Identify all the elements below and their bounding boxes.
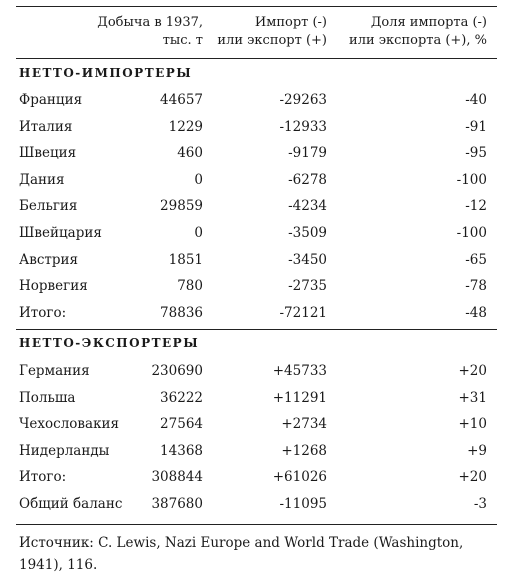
country-name: Нидерланды (19, 442, 110, 459)
country-name: Общий баланс (19, 496, 123, 512)
production-value: 27564 (160, 416, 203, 433)
section-title-importers: НЕТТО-ИМПОРТЕРЫ (19, 66, 193, 80)
table-row (0, 170, 523, 196)
trade-value: -12933 (279, 118, 327, 135)
production-value: 29859 (160, 198, 203, 215)
source-note: Источник: C. Lewis, Nazi Europe and World Trade (Washington, 1941), 116. (19, 535, 464, 573)
section-title-exporters: НЕТТО-ЭКСПОРТЕРЫ (19, 336, 200, 350)
country-name: Итого: (19, 469, 67, 486)
header-production-line2: тыс. т (162, 33, 203, 48)
trade-value: -11095 (279, 496, 327, 512)
country-name: Австрия (19, 251, 79, 268)
country-name: Германия (19, 363, 90, 379)
table-row (0, 250, 523, 276)
production-value: 230690 (151, 363, 203, 379)
table-row (0, 276, 523, 302)
table-row (0, 467, 523, 493)
header-trade (217, 14, 327, 50)
production-value: 44657 (160, 92, 203, 108)
production-value: 387680 (151, 496, 203, 512)
trade-value: -3509 (288, 225, 327, 241)
production-value: 780 (177, 278, 203, 295)
trade-value: -6278 (288, 171, 327, 188)
share-value: +10 (458, 416, 487, 433)
share-value: -91 (465, 118, 487, 135)
share-value: +20 (458, 363, 487, 379)
header-trade-line1: Импорт (-) (254, 15, 327, 30)
share-value: +9 (467, 442, 487, 459)
country-name: Швеция (19, 145, 77, 162)
share-value: -48 (465, 304, 487, 321)
country-name: Франция (19, 92, 83, 108)
trade-value: -4234 (288, 198, 327, 215)
table-row (0, 117, 523, 143)
trade-value: -29263 (279, 92, 327, 108)
production-value: 14368 (160, 442, 203, 459)
table-row (0, 303, 523, 329)
table-bottom-rule (16, 524, 497, 525)
table-row (0, 90, 523, 116)
importers-bottom-rule (16, 329, 497, 330)
production-value: 36222 (160, 389, 203, 406)
production-value: 460 (177, 145, 203, 162)
trade-value: +2734 (281, 416, 327, 433)
share-value: -100 (456, 171, 487, 188)
header-production (97, 14, 203, 50)
table-row (0, 414, 523, 440)
header-bottom-rule (16, 58, 497, 59)
share-value: -3 (473, 496, 487, 512)
production-value: 1851 (168, 251, 203, 268)
table-row (0, 196, 523, 222)
trade-value: -2735 (288, 278, 327, 295)
share-value: -65 (465, 251, 487, 268)
header-trade-line2: или экспорт (+) (217, 33, 327, 48)
share-value: +31 (458, 389, 487, 406)
country-name: Дания (19, 171, 65, 188)
trade-value: -72121 (279, 304, 327, 321)
country-name: Чехословакия (19, 416, 120, 433)
table-row (0, 494, 523, 520)
share-value: +20 (458, 469, 487, 486)
table-row (0, 143, 523, 169)
country-name: Норвегия (19, 278, 88, 295)
production-value: 1229 (168, 118, 203, 135)
table-top-rule (16, 6, 497, 7)
header-production-line1: Добыча в 1937, (97, 15, 203, 30)
country-name: Италия (19, 118, 73, 135)
production-value: 0 (194, 171, 203, 188)
trade-value: -9179 (288, 145, 327, 162)
production-value: 78836 (160, 304, 203, 321)
trade-value: +45733 (272, 363, 327, 379)
table-row (0, 441, 523, 467)
production-value: 308844 (151, 469, 203, 486)
header-share-line1: Доля импорта (-) (370, 15, 487, 30)
share-value: -12 (465, 198, 487, 215)
table-row (0, 223, 523, 249)
country-name: Бельгия (19, 198, 78, 215)
country-name: Швейцария (19, 225, 102, 241)
table-row (0, 361, 523, 387)
trade-value: +1268 (281, 442, 327, 459)
share-value: -95 (465, 145, 487, 162)
trade-value: +61026 (272, 469, 327, 486)
header-share (349, 14, 487, 50)
trade-value: -3450 (288, 251, 327, 268)
trade-value: +11291 (272, 389, 327, 406)
share-value: -40 (465, 92, 487, 108)
country-name: Итого: (19, 304, 67, 321)
share-value: -100 (456, 225, 487, 241)
share-value: -78 (465, 278, 487, 295)
country-name: Польша (19, 389, 76, 406)
production-value: 0 (194, 225, 203, 241)
header-share-line2: или экспорта (+), % (349, 33, 487, 48)
table-row (0, 388, 523, 414)
